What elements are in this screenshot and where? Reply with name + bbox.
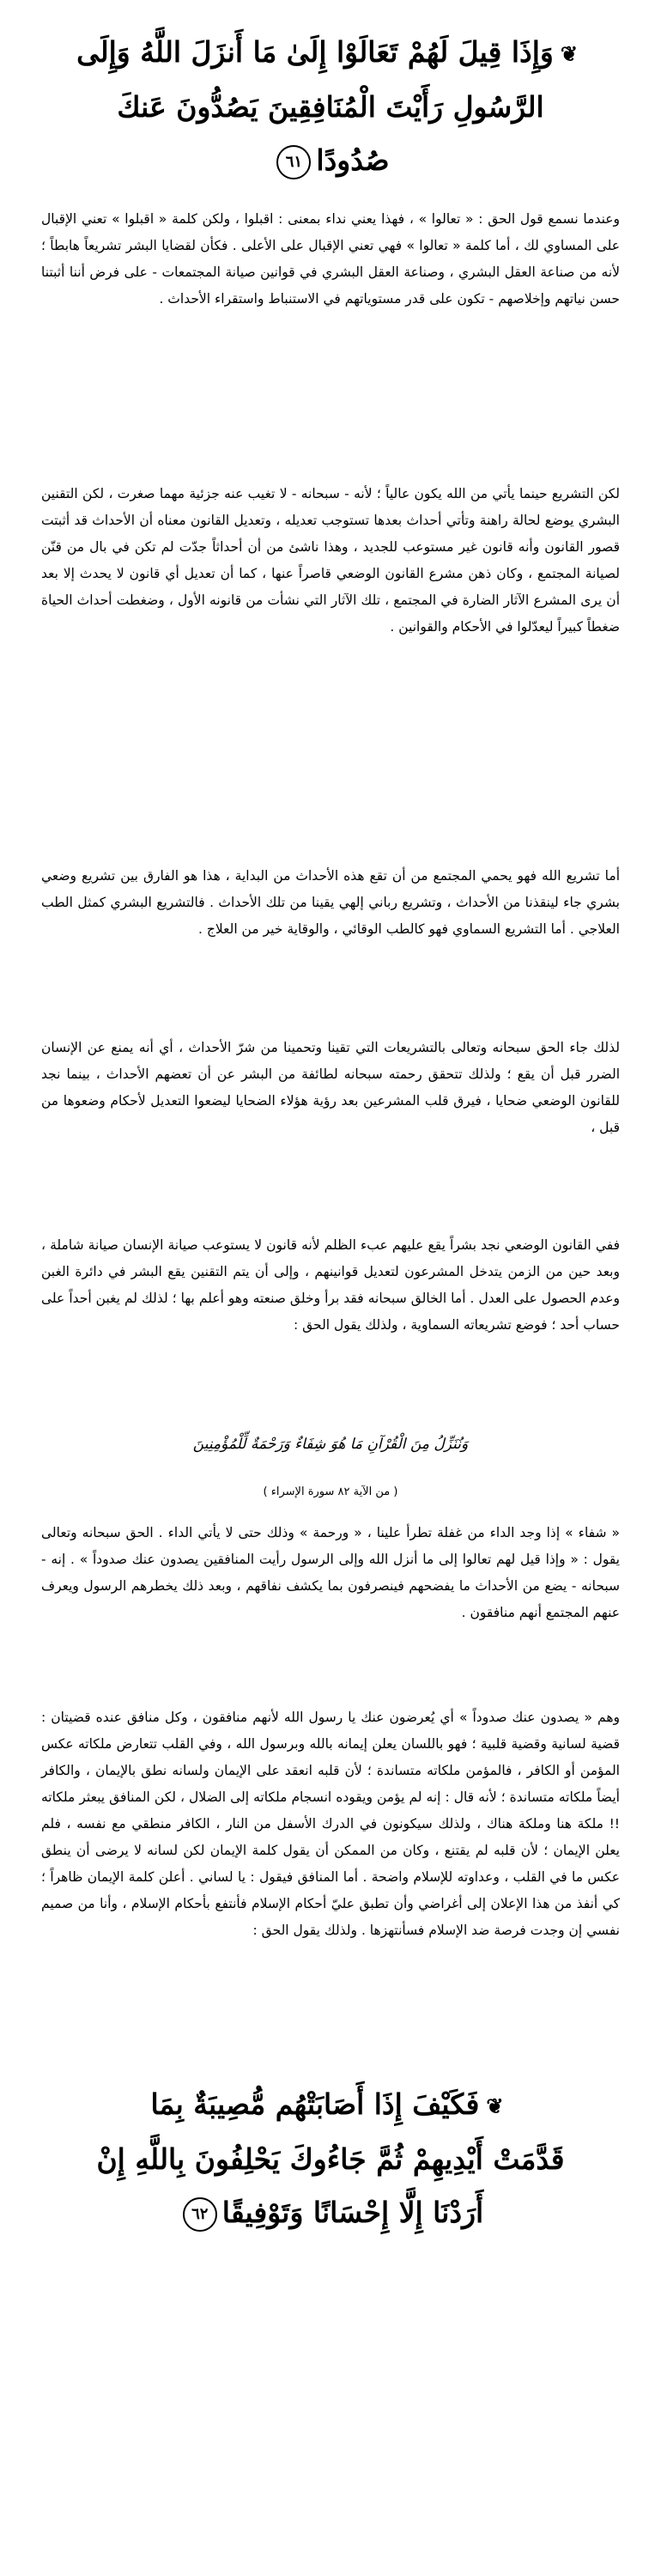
verse-62-line-3: أَرَدْنَا إِلَّا إِحْسَانًا وَتَوْفِيقًا٦٢	[43, 2186, 618, 2239]
paragraph-4: لذلك جاء الحق سبحانه وتعالى بالتشريعات التي تقينا وتحمينا من شرّ الأحداث ، أي أنه يمنع عن الإنسان الضرر قبل أن يقع ؛ ولذلك تتحقق رحمته سبحانه لطائفة من البشر عن أن تعضهم الأحداث ، بينما نجد للقانون الوضعي ضحايا ، فيرق قلب المشرعين بعد رؤية هؤلاء الضحايا ليضعوا التعديل لأحكام وضعوها من قبل ،	[41, 1040, 620, 1135]
paragraph-2: لكن التشريع حينما يأتي من الله يكون عالياً ؛ لأنه - سبحانه - لا تغيب عنه جزئية مهما صغرت ، لكن التقنين البشري يوضع لحالة راهنة وتأتي أحداث بعدها تستوجب تعديله ، وتعديل القانون معناه أن الأحداث قد أثبتت قصور القانون وأنه قانون غير مستوعب للجديد ، وهذا ناشئ من أن أحداثاً جدّت لم تكن في بال من قنّن لصيانة المجتمع ، وكان ذهن مشرع القانون الوضعي قاصراً عنها ، كما أن تعديل أي قانون لا يحدث إلا بعد أن يرى المشرع الآثار الضارة في المجتمع ، تلك الآثار التي نشأت من قانونه الأول ، وضغطت أحداث الحياة ضغطاً كبيراً ليعدّلوا في الأحكام والقوانين .	[41, 486, 620, 635]
verse-62-line-2: قَدَّمَتْ أَيْدِيهِمْ ثُمَّ جَاءُوكَ يَحْلِفُونَ بِاللَّهِ إِنْ	[96, 2142, 565, 2176]
verse-number-badge: ٦٢	[183, 2197, 217, 2232]
verse-61-line-1: ❦وَإِذَا قِيلَ لَهُمْ تَعَالَوْا إِلَىٰ مَا أَنزَلَ اللَّهُ وَإِلَى	[43, 26, 618, 81]
paragraph-3: أما تشريع الله فهو يحمي المجتمع من أن تقع هذه الأحداث من البداية ، هذا هو الفارق بين تشريع وضعي بشري جاء لينقذنا من الأحداث ، وتشريع رباني إلهي يقينا من تلك الأحداث . فالتشريع البشري كمثل الطب العلاجي . أما التشريع السماوي فهو كالطب الوقائي ، والوقاية خير من العلاج .	[41, 868, 620, 937]
paragraph-7: وهم « يصدون عنك صدوداً » أي يُعرضون عنك يا رسول الله لأنهم منافقون ، وكل منافق عنده قضيتان : قضية لسانية وقضية قلبية ؛ فهو باللسان يعلن إيمانه بالله وبرسول الله ، وفي القلب تتعارض ملكاته عكس المؤمن أو الكافر ، فالمؤمن ملكاته متساندة ؛ لأن قلبه انعقد على الإيمان ولسانه نطق بالإيمان ، والكافر أيضاً ملكاته متساندة ؛ لأنه قال : إنه لم يؤمن ويقوده انسجام ملكاته إلى الضلال ، لكن المنافق يبعثر ملكاته !! ملكة هنا وملكة هناك ، ولذلك سيكونون في الدرك الأسفل من النار ، الكافر منطقي مع نفسه ، فلم يعلن الإيمان ؛ لأن قلبه لم يقتنع ، وكان من الممكن أن يقول كلمة الإيمان لكن لسانه لا يرضى أن ينطق عكس ما في القلب ، وعداوته للإسلام واضحة . أما المنافق فيقول : يا لساني . أعلن كلمة الإيمان ظاهراً ؛ كي أنفذ من هذا الإعلان إلى أغراضي وأن تطبق عليّ أحكام الإسلام فأنتفع بأحكام الإسلام ، وأنا من صميم نفسي إن وجدت فرصة ضد الإسلام فسأنتهزها . ولذلك يقول الحق :	[41, 1710, 620, 1938]
verse-61-line-3: صُدُودًا٦١	[43, 134, 618, 187]
verse-61	[43, 26, 618, 187]
quran-quote: وَنُنَزِّلُ مِنَ الْقُرْآنِ مَا هُوَ شِفَاءٌ وَرَحْمَةٌ لِّلْمُؤْمِنِينَ	[192, 1436, 469, 1453]
ornament-icon: ❦	[486, 2093, 504, 2118]
paragraph-5: ففي القانون الوضعي نجد بشراً يقع عليهم عبء الظلم لأنه قانون لا يستوعب صيانة الإنسان صيانة شاملة ، وبعد حين من الزمن يتدخل المشرعون لتعديل قوانينهم ، وإلى أن يتم التقنين يقع البشر في دائرة الغبن وعدم الحصول على العدل . أما الخالق سبحانه فقد برأ وخلق صنعته وهو أعلم بها ؛ لذلك لم يغبن أحداً على حساب أحد ؛ فوضع تشريعاته السماوية ، ولذلك يقول الحق :	[41, 1237, 620, 1333]
paragraph-1: وعندما نسمع قول الحق : « تعالوا » ، فهذا يعني نداء بمعنى : اقبلوا ، ولكن كلمة « اقبلوا » تعني الإقبال على المساوي لك ، أما كلمة « تعالوا » فهي تعني الإقبال على الأعلى . فكأن لقضايا البشر تشريعاً هابطاً ؛ لأنه من صناعة العقل البشري ، وصناعة العقل البشري في قوانين صيانة المجتمعات - على فرض أننا أثبتنا حسن نياتهم وإخلاصهم - تكون على قدر مستوياتهم في الاستنباط واستقراء الأحداث .	[41, 211, 620, 307]
verse-62-line-1: ❦فَكَيْفَ إِذَا أَصَابَتْهُم مُّصِيبَةٌ بِمَا	[43, 2078, 618, 2133]
verse-62	[43, 2078, 618, 2239]
ornament-icon: ❦	[560, 41, 578, 66]
quote-source: ( من الآية ٨٢ سورة الإسراء )	[263, 1485, 398, 1498]
verse-61-line-2: الرَّسُولِ رَأَيْتَ الْمُنَافِقِينَ يَصُدُّونَ عَنكَ	[117, 90, 544, 124]
verse-number-badge: ٦١	[276, 145, 311, 179]
paragraph-6: « شفاء » إذا وجد الداء من غفلة تطرأ علينا ، « ورحمة » وذلك حتى لا يأتي الداء . الحق سبحانه وتعالى يقول : « وإذا قيل لهم تعالوا إلى ما أنزل الله وإلى الرسول رأيت المنافقين يصدون عنك صدوداً » . إنه - سبحانه - يضع من الأحداث ما يفضحهم فينصرفون بما يكشف نفاقهم ، وبعد ذلك يخطرهم الرسول ويعرف عنهم المجتمع أنهم منافقون .	[41, 1525, 620, 1620]
